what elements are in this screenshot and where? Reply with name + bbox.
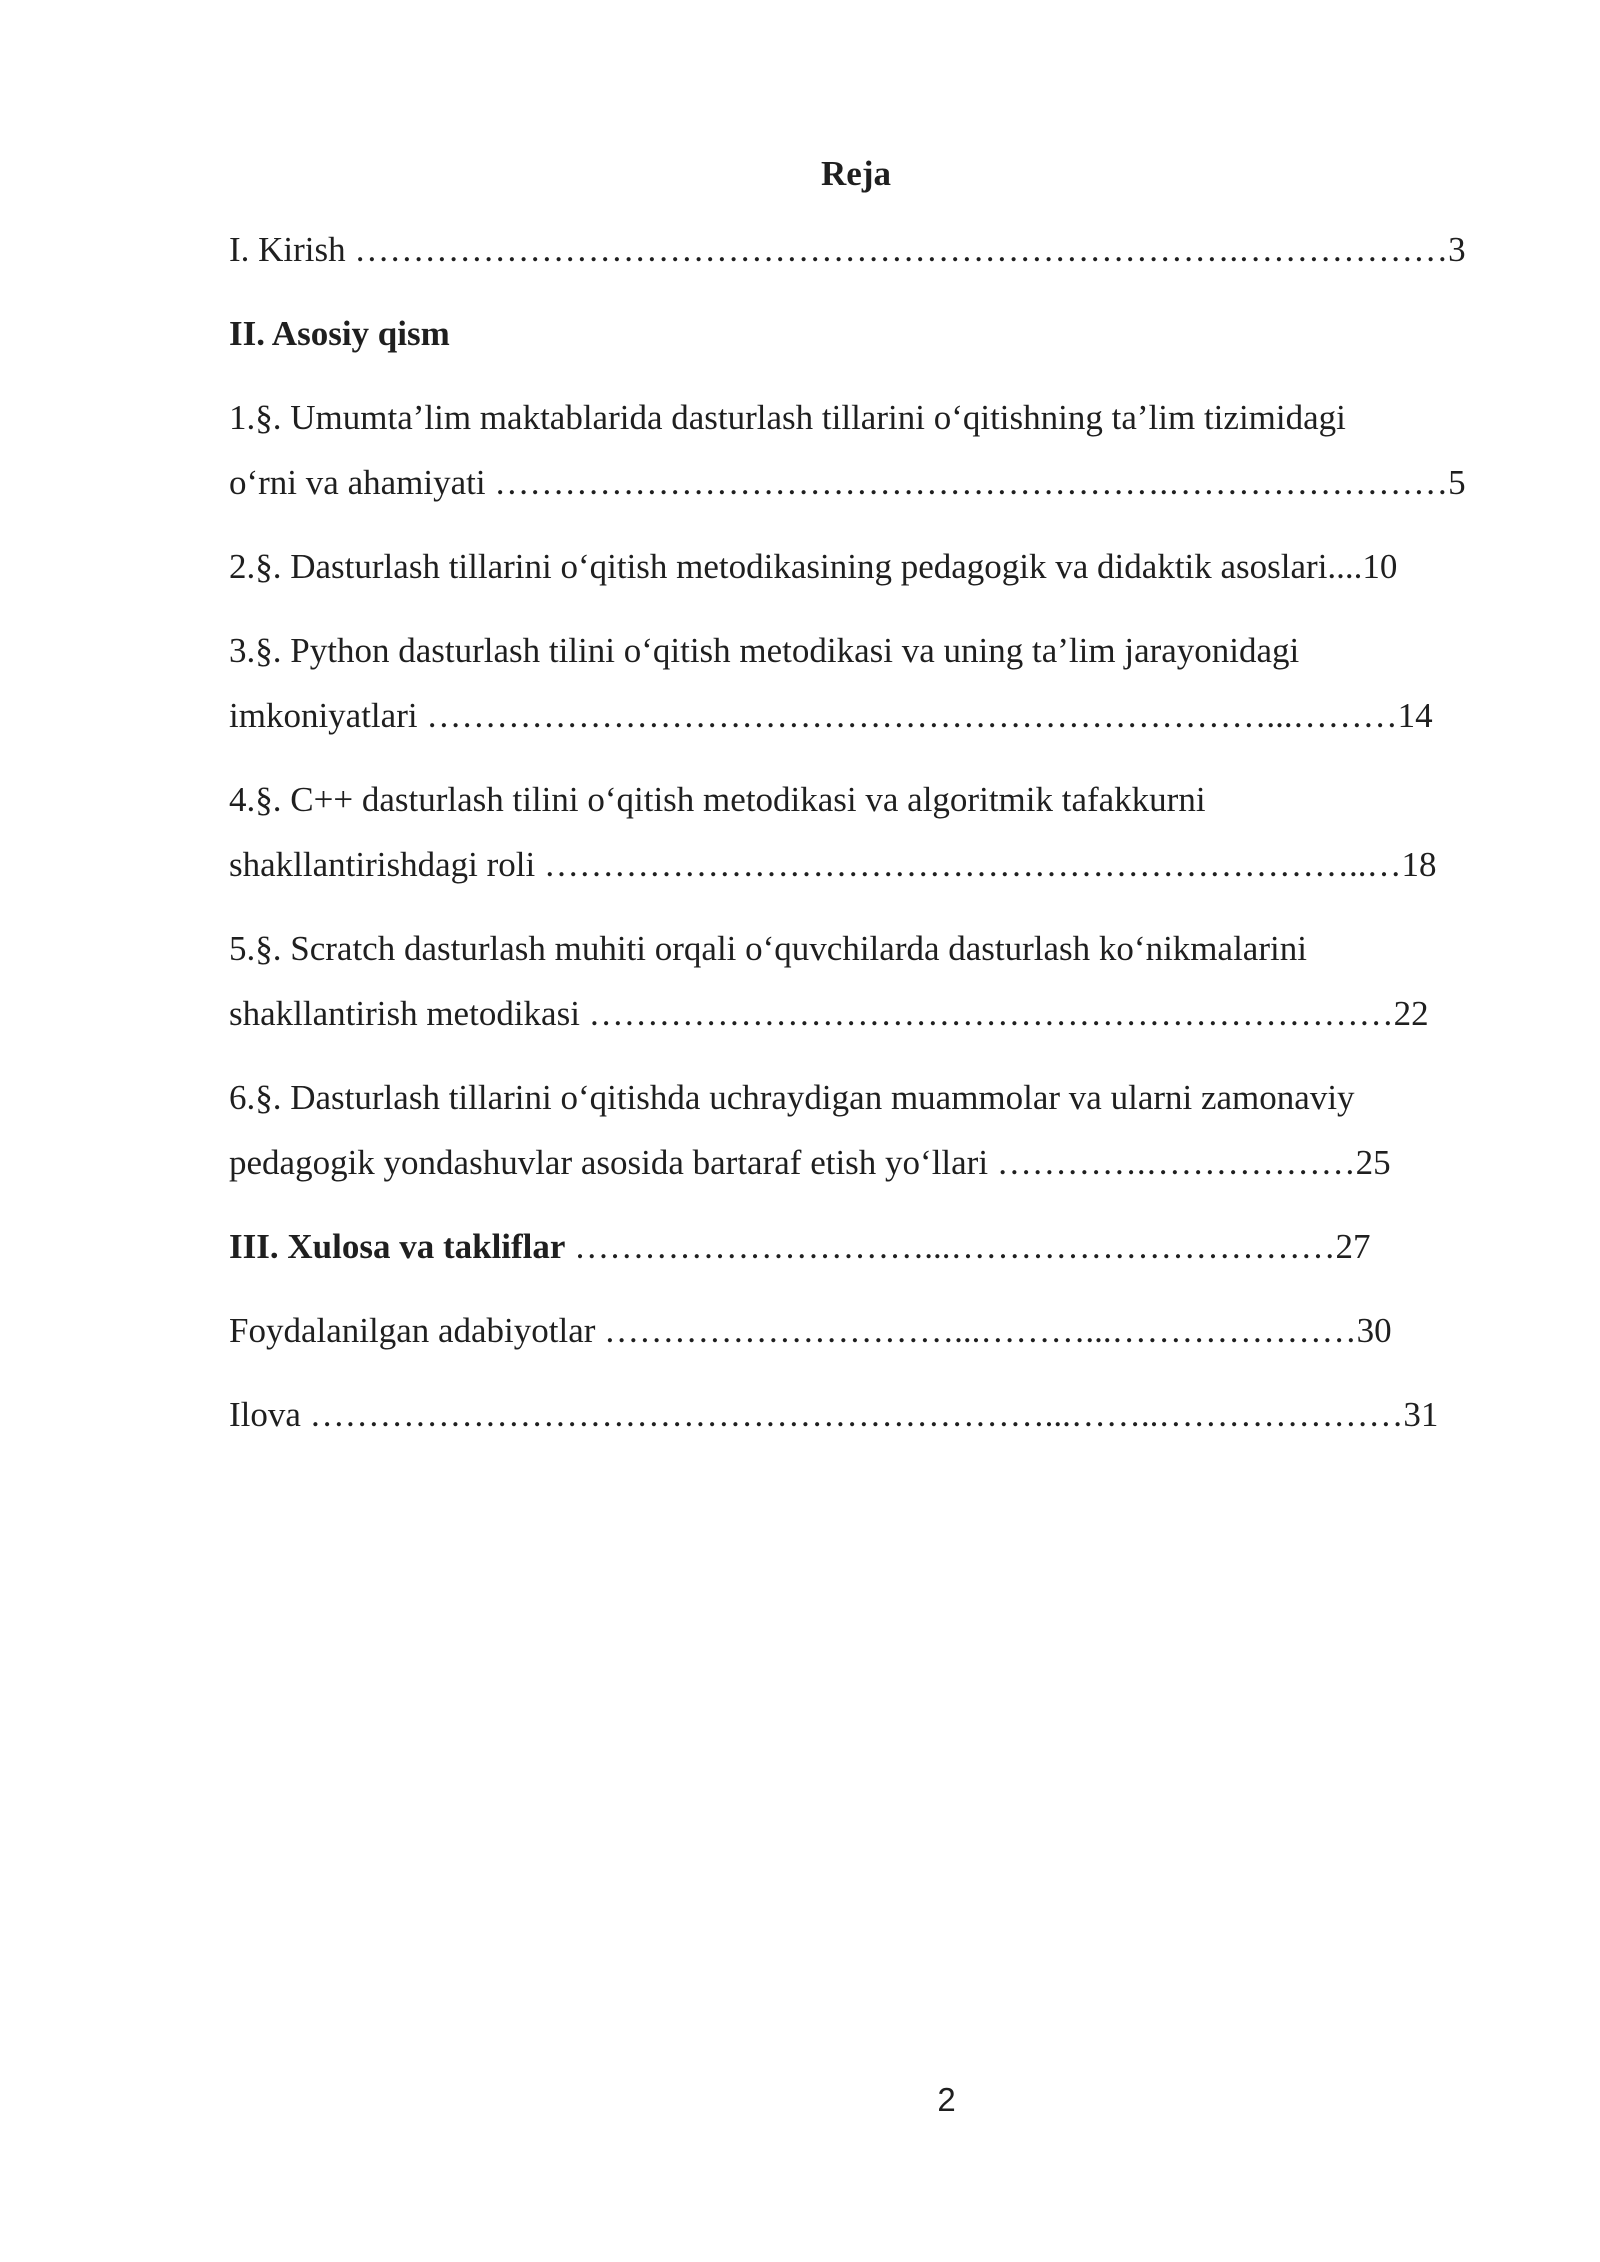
toc-entry-line: 5.§. Scratch dasturlash muhiti orqali o‘quvchilarda dasturlash ko‘nikmalarini [229, 929, 1307, 968]
toc-entry-bold-label: III. Xulosa va takliflar [229, 1227, 566, 1266]
toc-entry-section-1 [229, 385, 1482, 515]
table-of-contents [229, 217, 1482, 1466]
toc-entry-line: shakllantirishdagi roli ……………………………………………………………..…18 [229, 845, 1437, 884]
toc-entry-line: o‘rni va ahamiyati ………………………………………………….……………………5 [229, 463, 1466, 502]
toc-entry-line: 3.§. Python dasturlash tilini o‘qitish metodikasi va uning ta’lim jarayonidagi [229, 631, 1300, 670]
toc-entry-section-3 [229, 618, 1482, 748]
toc-entry-section-4 [229, 767, 1482, 897]
toc-entry-line: imkoniyatlari ………………………………………………………………...………14 [229, 696, 1433, 735]
toc-entry-asosiy-qism: II. Asosiy qism [229, 314, 450, 353]
toc-entry-xulosa [229, 1214, 1482, 1279]
toc-entry-line: 1.§. Umumta’lim maktablarida dasturlash tillarini o‘qitishning ta’lim tizimidagi [229, 398, 1346, 437]
toc-entry-section-6 [229, 1065, 1482, 1195]
toc-entry-line: 6.§. Dasturlash tillarini o‘qitishda uchraydigan muammolar va ularni zamonaviy [229, 1078, 1355, 1117]
toc-entry-line: shakllantirish metodikasi ……………………………………………………………22 [229, 994, 1429, 1033]
toc-entry-section-2: 2.§. Dasturlash tillarini o‘qitish metodikasining pedagogik va didaktik asoslari....10 [229, 547, 1398, 586]
toc-entry-line: pedagogik yondashuvlar asosida bartaraf etish yo‘llari ………….………………25 [229, 1143, 1391, 1182]
toc-entry-section-5 [229, 916, 1482, 1046]
toc-entry-leader: …………………………...……………………………27 [565, 1227, 1371, 1266]
page-title: Reja [821, 154, 891, 193]
toc-entry-kirish: I. Kirish ………………………………………………………………….………………3 [229, 230, 1466, 269]
page-number: 2 [937, 2081, 956, 2118]
toc-entry-adabiyotlar: Foydalanilgan adabiyotlar …………………………...………...…………………30 [229, 1311, 1392, 1350]
toc-entry-ilova: Ilova ………………………………………………………...……..…………………31 [229, 1395, 1439, 1434]
toc-entry-line: 4.§. C++ dasturlash tilini o‘qitish metodikasi va algoritmik tafakkurni [229, 780, 1206, 819]
